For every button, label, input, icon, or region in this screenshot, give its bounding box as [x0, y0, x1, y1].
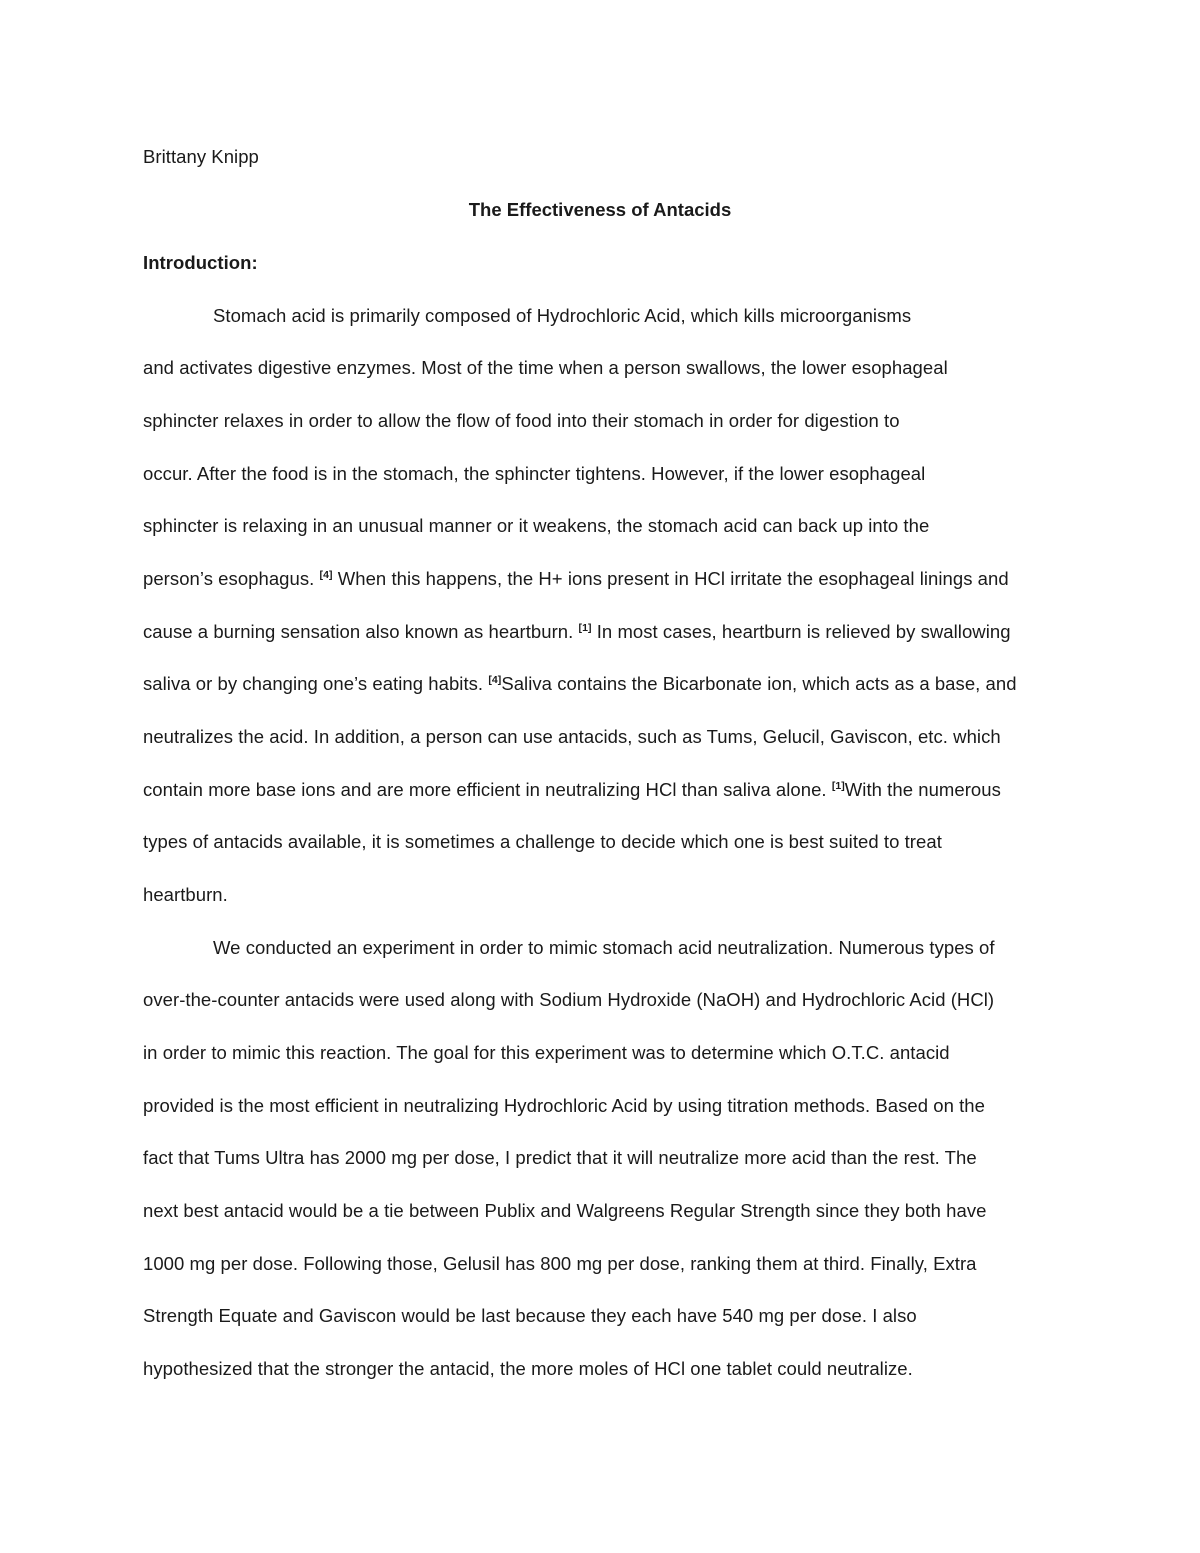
paragraph-line: heartburn. [143, 884, 228, 905]
citation: [1] [831, 780, 845, 792]
paragraph-line: in order to mimic this reaction. The goal for this experiment was to determine which O.T.C. antacid [143, 1042, 950, 1063]
paragraph-line: and activates digestive enzymes. Most of the time when a person swallows, the lower esophageal [143, 357, 948, 378]
paragraph-line [143, 778, 1001, 802]
citation: [4] [319, 569, 333, 581]
paragraph-line: provided is the most efficient in neutralizing Hydrochloric Acid by using titration methods. Based on the [143, 1095, 985, 1116]
paragraph-line: next best antacid would be a tie between Publix and Walgreens Regular Strength since they both have [143, 1200, 987, 1221]
line-text: With the numerous [844, 779, 1001, 800]
paragraph-line: 1000 mg per dose. Following those, Gelusil has 800 mg per dose, ranking them at third. Finally, Extra [143, 1253, 977, 1274]
citation: [1] [578, 622, 592, 634]
paragraph-line: over-the-counter antacids were used along with Sodium Hydroxide (NaOH) and Hydrochloric Acid (HCl) [143, 989, 995, 1010]
paragraph-line: hypothesized that the stronger the antacid, the more moles of HCl one tablet could neutralize. [143, 1358, 913, 1379]
paragraph-line: occur. After the food is in the stomach, the sphincter tightens. However, if the lower esophageal [143, 463, 926, 484]
paragraph-line: Strength Equate and Gaviscon would be last because they each have 540 mg per dose. I also [143, 1305, 917, 1326]
citation: [4] [488, 674, 502, 686]
line-text: Saliva contains the Bicarbonate ion, which acts as a base, and [501, 673, 1017, 694]
paragraph-line: fact that Tums Ultra has 2000 mg per dose, I predict that it will neutralize more acid than the rest. The [143, 1147, 977, 1168]
paragraph-line [143, 567, 1009, 591]
paragraph-line [143, 672, 1017, 696]
line-text: In most cases, heartburn is relieved by swallowing [596, 621, 1011, 642]
document-title: The Effectiveness of Antacids [468, 199, 732, 220]
paragraph-line: Stomach acid is primarily composed of Hydrochloric Acid, which kills microorganisms [213, 305, 912, 326]
section-heading: Introduction: [143, 252, 258, 273]
line-text: contain more base ions and are more efficient in neutralizing HCl than saliva alone. [143, 779, 827, 800]
line-text: saliva or by changing one’s eating habits. [143, 673, 484, 694]
paragraph-line: We conducted an experiment in order to mimic stomach acid neutralization. Numerous types of [213, 937, 995, 958]
line-text: cause a burning sensation also known as heartburn. [143, 621, 574, 642]
line-text: When this happens, the H+ ions present in HCl irritate the esophageal linings and [337, 568, 1009, 589]
author-name: Brittany Knipp [143, 146, 259, 167]
line-text: person’s esophagus. [143, 568, 315, 589]
paragraph-line: sphincter is relaxing in an unusual manner or it weakens, the stomach acid can back up into the [143, 515, 930, 536]
paragraph-line: types of antacids available, it is sometimes a challenge to decide which one is best suited to treat [143, 831, 942, 852]
paragraph-line: neutralizes the acid. In addition, a person can use antacids, such as Tums, Gelucil, Gaviscon, etc. which [143, 726, 1001, 747]
paragraph-line [143, 620, 1011, 644]
paragraph-line: sphincter relaxes in order to allow the flow of food into their stomach in order for digestion to [143, 410, 900, 431]
